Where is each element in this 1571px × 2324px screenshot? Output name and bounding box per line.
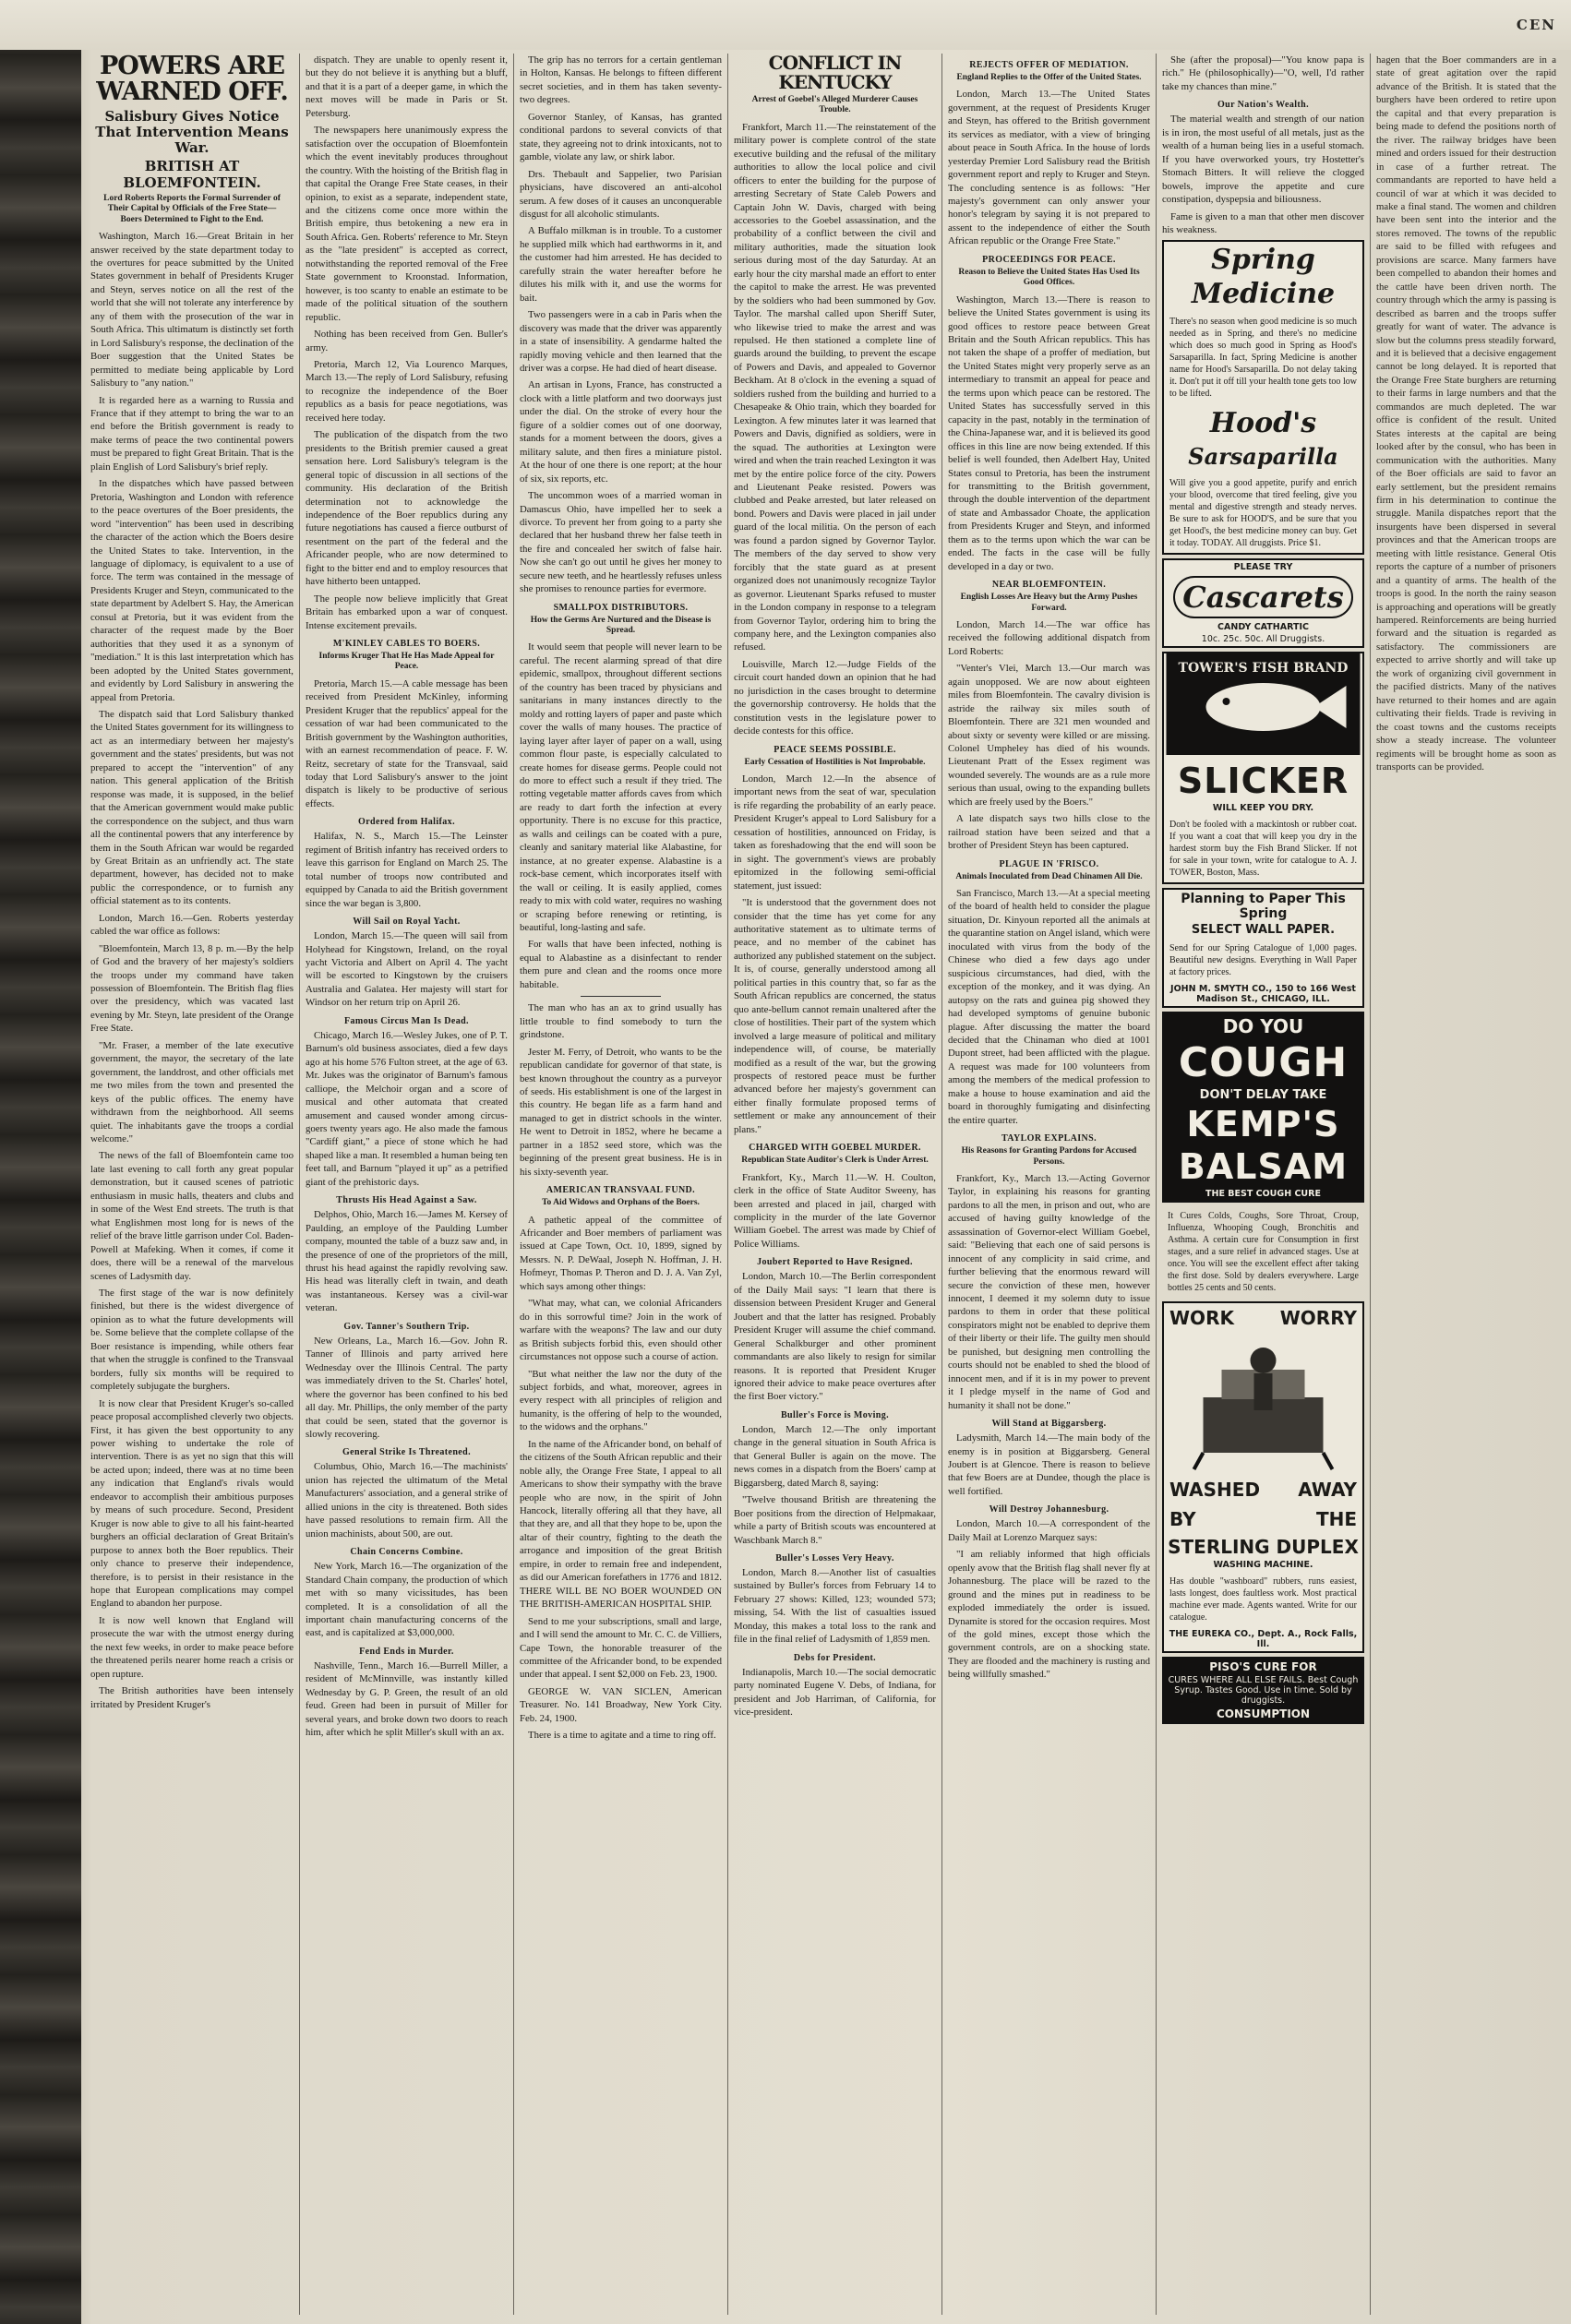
paragraph: Washington, March 16.—Great Britain in her answer received by the state department today to the overtures for peace submitted by the United States government in behalf of Presidents Kruger and Steyn, serves notice on all the rest of the world that she will not tolerate any interference by any of them with the prosecution of the war in South Africa. This ultimatum is distinctly set forth in Lord Salisbury's response, the declination of the Boer suggestion that the United States be permitted to mediate being applicable by Lord Salisbury to "any nation." xyxy=(90,231,294,389)
ad-balsam: BALSAM xyxy=(1178,1146,1349,1188)
ad-consumption: CONSUMPTION xyxy=(1216,1707,1311,1721)
paragraph: Halifax, N. S., March 15.—The Leinster regiment of British infantry has received orders to leave this garrison for England on March 25. The total number of troops now contributed and equipped by Canada to aid the British government since the war began is 3,800. xyxy=(306,831,508,909)
ad-work: WORK xyxy=(1169,1307,1234,1330)
paragraph: Columbus, Ohio, March 16.—The machinists' union has rejected the ultimatum of the Metal Manufacturers' association, and a general strike of allied unions in the city is threatened. Both sides have passed resolutions to remain firm. All the union machinists, about 500, are out. xyxy=(306,1461,508,1539)
columns xyxy=(85,54,1562,2315)
paragraph: "Bloemfontein, March 13, 8 p. m.—By the help of God and the bravery of her majesty's soldiers the troops under my command have taken possession of Bloemfontein. The British flag flies over the presidency, which was vacated last evening by Mr. Steyn, late president of the Orange Free State. xyxy=(90,942,294,1035)
deck-goebel: Arrest of Goebel's Alleged Murderer Causes Trouble. xyxy=(751,95,918,115)
ad-sarsaparilla: Sarsaparilla xyxy=(1188,443,1338,471)
ad-away: AWAY xyxy=(1298,1479,1357,1502)
hoods-sarsaparilla-ad xyxy=(1162,240,1364,555)
paragraph: London, March 13.—The United States government, at the request of Presidents Kruger and Steyn, has offered to the British government its services as mediator, with a view of bringing about peace in South Africa. In the house of lords yesterday Premier Lord Salisbury read the British government report and reply to Kruger and Steyn. The concluding sentence is as follows: "Her majesty's government can only answer your honor's telegram by saying it is not prepared to assent to the independence of either the South African republic or the Orange Free State." xyxy=(948,89,1150,247)
paragraph: The newspapers here unanimously express the satisfaction over the occupation of Bloemfontein which the event inevitably produces throughout the country. With the hoisting of the British flag in that capital the Orange Free State ceases, in their opinion, to exist as a separate, independent state, and the citizens come once more within the British empire, thus betokening a new era in South Africa. Gen. Roberts' reference to Mr. Steyn as the "late president" is accepted as correct, notwithstanding the reported removal of the Free State government to Kroonstad. Information, however, is too scanty to enable an estimate to be made of the political situation of the southern republic. xyxy=(306,125,508,323)
section-deck: Early Cessation of Hostilities is Not Improbable. xyxy=(744,757,926,767)
paragraph: The grip has no terrors for a certain gentleman in Holton, Kansas. He belongs to fifteen different secret societies, and in them has taken seventy-two degrees. xyxy=(520,54,722,106)
section-deck: To Aid Widows and Orphans of the Boers. xyxy=(542,1198,700,1208)
section-heading: Our Nation's Wealth. xyxy=(1217,100,1310,111)
section-heading: Fend Ends in Murder. xyxy=(359,1646,454,1657)
ad-best-cough-cure: THE BEST COUGH CURE xyxy=(1205,1189,1321,1200)
column-7-partial xyxy=(1370,54,1562,2315)
paragraph: "Venter's Vlei, March 13.—Our march was again unopposed. We are now about eighteen miles from Bloemfontein. The cavalry division is astride the railway six miles south of Bloemfontein. There are 321 men wounded and about sixty or seventy were killed or are missing. Colonel Umpheley has died of his wounds. Lieutenant Pratt of the Essex regiment was wounded severely. The wounds are as a rule more serious than usual, owing to the expanding bullets which are freely used by the Boers." xyxy=(948,663,1150,808)
paragraph: "But what neither the law nor the duty of the subject forbids, and what, moreover, agrees in every respect with all principles of religion and humanity, is the offering of help to the wounded, to the widows and the orphans." xyxy=(520,1368,722,1433)
paragraph: London, March 12.—In the absence of important news from the seat of war, speculation is rife regarding the probability of an early peace. President Kruger's appeal to Lord Salisbury for a cessation of hostilities, announced on Friday, is taken as foreshadowing that the end will soon be in sight. The government's views are probably epitomized in the following semi-official statement, just issued: xyxy=(734,773,936,892)
deck-roberts: Lord Roberts Reports the Formal Surrender of Their Capital by Officials of the Free State—Boers Determined to Fight to the End. xyxy=(103,193,281,224)
column-3 xyxy=(513,54,727,2315)
section-deck: Reason to Believe the United States Has Used Its Good Offices. xyxy=(958,267,1140,288)
paragraph: Frankfort, Ky., March 11.—W. H. Coulton, clerk in the office of State Auditor Sweeny, has been arrested and placed in jail, charged with complicity in the murder of the late Governor William Goebel. The arrest was made by Chief of Police Williams. xyxy=(734,1171,936,1250)
paragraph: Washington, March 13.—There is reason to believe the United States government is using its good offices to restore peace between Great Britain and the South African republics. This has not taken the shape of a proffer of mediation, but the United States might very properly serve as an intermediary to transmit an appeal for peace and the terms upon which peace can be restored. The United States has successfully served in this capacity in the past, notably in the termination of the China-Japanese war, and it is believed its good offices in this line are now being extended. If this belief is well founded, then Adelbert Hay, United States consul to Pretoria, has been the instrument for transmitting to the British government, through the double intervention of the department of state and Ambassador Choate, the application from Presidents Kruger and Steyn, and informed them as to the terms upon which the war can be ended. The facts in the case will be fully developed in a day or two. xyxy=(948,293,1150,572)
column-5 xyxy=(941,54,1156,2315)
cut-off-column-text: hagen that the Boer commanders are in a state of great agitation over the rapid advance of the British. It is stated that the burghers have been ordered to retire upon the capital and that every preparation is being made to defend the positions north of the river. The railway bridges have been mined and orders issued for their destruction in case of a further retreat. The commandants are reported to have held a council of war at which it was decided to make a final stand. The women and children have been sent into the interior and the stores removed. The towns of the republic are said to be filled with refugees and provisions are scarce. Many farmers have been compelled to abandon their homes and the cattle have been driven north. The country through which the army is passing is described as barren and the troops suffer greatly for want of water. The advance is slow but the columns press steadily forward, and it is believed that a decisive engagement cannot be long delayed. It is reported that the Orange Free State burghers are returning to their farms in large numbers and that the commandos are much depleted. The war office is confident of the result. United States interests at the capital are being looked after by the consul, who has been in communication with the authorities. Many of the Boer officials are said to favor an early settlement, but the president remains firm in his determination to continue the struggle. Manila dispatches report that the insurgents have been dispersed in several provinces and that the American troops are meeting with little resistance. General Otis reports the capture of a number of prisoners and a quantity of arms. The health of the troops is good. In the north the rainy season is approaching and operations will be greatly hampered. Reinforcements are being hurried forward and the situation is regarded as satisfactory. The commissioners are expected to arrive shortly and will take up the work of organizing civil government in the pacified districts. Many of the natives have returned to their homes and are again cultivating their fields. Trade is reviving in the coast towns and the customs receipts show a steady increase. The volunteer regiments will be brought home as soon as transports can be provided. xyxy=(1376,54,1556,773)
paragraph: London, March 8.—Another list of casualties sustained by Buller's forces from February 14 to February 27 shows: Killed, 123; wounded 573; missing, 54. With the list of casualties issued Monday, this makes a total loss to the rank and file in the final relief of Ladysmith of 1,859 men. xyxy=(734,1566,936,1646)
section-heading: Chain Concerns Combine. xyxy=(350,1547,463,1558)
ad-dont-delay: DON'T DELAY TAKE xyxy=(1199,1088,1327,1103)
column-6-ads xyxy=(1156,54,1370,2315)
section-heading: Joubert Reported to Have Resigned. xyxy=(757,1257,913,1268)
masthead-fragment: CEN xyxy=(1516,17,1556,33)
ad-kemps: KEMP'S xyxy=(1186,1104,1340,1145)
paragraph: Governor Stanley, of Kansas, has granted conditional pardons to several convicts of that state, they agreeing not to drink intoxicants, not to gamble, violate any law, or shirk labor. xyxy=(520,111,722,163)
ad-smyth-address: JOHN M. SMYTH CO., 150 to 166 West Madison St., CHICAGO, ILL. xyxy=(1170,984,1356,1005)
paragraph: "It is understood that the government does not consider that the time has yet come for any authoritative statement as to ultimate terms of peace, and no member of the cabinet has authorized any published statement on the subject. It is, of course, generally understood among all political parties in this country that, so far as the South African republics are concerned, the status quo ante-bellum cannot remain unaltered after the close of hostilities. Their part of the system which involved a large measure of political and military independence will, of course, be materially modified as a result of the war, but the growing prospects of restored peace must be further advanced before her majesty's government can either finally formulate proposed terms of settlement or make any announcement of their plans." xyxy=(734,897,936,1135)
paragraph: Indianapolis, March 10.—The social democratic party nominated Eugene V. Debs, of Indiana, for president and Job Harriman, of California, for vice-president. xyxy=(734,1666,936,1719)
paragraph: The people now believe implicitly that Great Britain has embarked upon a war of conquest. Intense excitement prevails. xyxy=(306,593,508,631)
ad-spring: Spring xyxy=(1211,244,1315,277)
paragraph: In the dispatches which have passed between Pretoria, Washington and London with reference to the peace overtures of the Boer presidents, the word "intervention" has been used in describing the character of the action which the Boers desire the United States to take. Intervention, in the language of diplomacy, is equivalent to a use of force. The term was contained in the message of Presidents Kruger and Steyn, communicated to the state department by Adelbert S. Hay, the American consul at Pretoria, but it was evident from the character of the request made by the Boer authorities that they used it as a synonym of "mediation." It is this last interpretation which has been adopted by the United States government, and evidently by Lord Salisbury in answering the appeal from Pretoria. xyxy=(90,478,294,703)
section-heading: M'KINLEY CABLES TO BOERS. xyxy=(332,639,481,650)
section-heading: Will Stand at Biggarsberg. xyxy=(991,1419,1107,1430)
paragraph: London, March 12.—The only important change in the general situation in South Africa is that General Buller is again on the move. The news comes in a dispatch from the Boers' camp at Biggarsberg, dated March 8, saying: xyxy=(734,1423,936,1489)
paragraph: Chicago, March 16.—Wesley Jukes, one of P. T. Barnum's old business associates, died a few days ago at his home 576 Fulton street, at the age of 63. Mr. Jukes was the originator of Barnum's famous calliope, the Melchoir organ and a score of musical and other automata that created amusement and caused wonder among circus-goers twenty years ago. He also made the famous "Cardiff giant," a piece of stone which he had shaped like a man. It resembled a human being ten feet tall, and Barnum "played it up" as a petrified giant of the prehistoric days. xyxy=(306,1029,508,1188)
paragraph: The dispatch said that Lord Salisbury thanked the United States government for its willingness to act as an intermediary between her majesty's government and the states' presidents, but was not prepared to accept the "intervention" of any nation. This general application of the British response was made, it is supposed, in the belief that the American government would make public the correspondence on the subject, and thus warn all the continental powers that any interference by them in the South African war would be regarded by Great Britain as an unfriendly act. The state department, however, has decided not to make public the correspondence, or to furnish any official statement as to its contents. xyxy=(90,708,294,907)
paragraph: Frankfort, Ky., March 13.—Acting Governor Taylor, in explaining his reasons for granting pardons to all the men, in prison and out, who are accused of having guilty knowledge of the assassination of Governor-elect William Goebel, said: "Believing that each one of said persons is innocent of any complicity in said crime, and further believing that the enormous reward will secure the conviction of these men, however innocent, I deemed it my solemn duty to issue pardons to them in order that these political conspirators might not be enabled to deprive them of their liberty or their life. The guilty men should be punished, but designing men controlling the courts should not be enabled to shed the blood of innocent men, and if it is in my power to prevent it I pledge myself in the name of God and humanity it shall not be done." xyxy=(948,1172,1150,1411)
paragraph: The uncommon woes of a married woman in Damascus Ohio, have impelled her to seek a divorce. To prevent her from going to a party she declared that her husband threw her false teeth in the fire and concealed her switch of false hair. Now she can't go out until he gives her money to secure new teeth, and he heartlessly refuses unless she promises to renounce parties for evermore. xyxy=(520,490,722,595)
signature: GEORGE W. VAN SICLEN, American Treasurer. No. 141 Broadway, New York City. Feb. 24, 1900. xyxy=(520,1685,722,1724)
paragraph: Ladysmith, March 14.—The main body of the enemy is in position at Biggarsberg. General Joubert is at Glencoe. There is reason to believe that few Boers are at Dundee, though the place is well fortified. xyxy=(948,1432,1150,1497)
ad-cough: COUGH xyxy=(1178,1039,1349,1087)
paragraph: There is a time to agitate and a time to ring off. xyxy=(528,1730,716,1742)
ad-slicker: SLICKER xyxy=(1177,761,1349,802)
paragraph: London, March 15.—The queen will sail from Holyhead for Kingstown, Ireland, on the royal yacht Victoria and Albert on April 4. The yacht will be escorted to Kingstown by the cruisers Australia and Galatea. Her majesty will start for Windsor on her return trip on April 26. xyxy=(306,930,508,1009)
paragraph: The first stage of the war is now definitely finished, but there is the widest divergence of opinion as to what the future developments will be. Some believe that the complete collapse of the Boer resistance is impending, while others fear that when the struggle is confined to the Transvaal borders, fully six months will be required to completely subjugate the burghers. xyxy=(90,1288,294,1393)
paragraph: "What may, what can, we colonial Africanders do in this sorrowful time? Join in the work of warfare with the weapons? The law and our duty as British subjects forbid this, even should other circumstances not oppose such a course of action. xyxy=(520,1298,722,1363)
column-4 xyxy=(727,54,941,2315)
ad-keep-dry: WILL KEEP YOU DRY. xyxy=(1212,803,1314,814)
section-heading: Gov. Tanner's Southern Trip. xyxy=(343,1321,470,1332)
paragraph: Nashville, Tenn., March 16.—Burrell Miller, a resident of McMinnville, was instantly killed Wednesday by G. P. Green, the result of an old feud. Green had been in pursuit of Miller for several years, and broke down two doors to reach him, after which he split Miller's skull with an ax. xyxy=(306,1659,508,1739)
section-deck: English Losses Are Heavy but the Army Pushes Forward. xyxy=(960,593,1138,613)
towers-slicker-ad xyxy=(1162,652,1364,884)
headline-conflict-kentucky: CONFLICT IN KENTUCKY xyxy=(768,54,902,93)
paragraph: The British authorities have been intensely irritated by President Kruger's xyxy=(90,1685,294,1710)
paragraph: "Twelve thousand British are threatening the Boer positions from the direction of Helpmakaar, while a party of British scouts was encountered at Waschbank March 8." xyxy=(734,1494,936,1546)
sterling-duplex-ad xyxy=(1162,1301,1364,1653)
paragraph: Nothing has been received from Gen. Buller's army. xyxy=(306,329,508,353)
ad-copy: Send for our Spring Catalogue of 1,000 pages. Beautiful new designs. Everything in Wall Paper at factory prices. xyxy=(1169,943,1357,978)
ad-pisos-copy: CURES WHERE ALL ELSE FAILS. Best Cough Syrup. Tastes Good. Use in time. Sold by druggists. xyxy=(1168,1675,1359,1707)
ad-pisos-cure: PISO'S CURE FOR xyxy=(1209,1660,1317,1674)
paragraph: London, March 14.—The war office has received the following additional dispatch from Lord Roberts: xyxy=(948,618,1150,657)
section-deck: His Reasons for Granting Pardons for Accused Persons. xyxy=(961,1146,1137,1167)
ad-prices: 10c. 25c. 50c. All Druggists. xyxy=(1201,634,1325,645)
ad-copy: It Cures Colds, Coughs, Sore Throat, Croup, Influenza, Whooping Cough, Bronchitis and Asthma. A certain cure for Consumption in first stages, and a sure relief in advanced stages. Use at once. You will see the excellent effect after taking the first dose. Sold by dealers everywhere. Large bottles 25 cents and 50 cents. xyxy=(1168,1211,1359,1294)
section-deck: Animals Inoculated from Dead Chinamen All Die. xyxy=(955,871,1143,881)
subhead-bloemfontein: BRITISH AT BLOEMFONTEIN. xyxy=(123,158,261,191)
paragraph: A pathetic appeal of the committee of Africander and Boer members of parliament was issued at Cape Town, Oct. 10, 1899, signed by Messrs. N. P. DeWaal, Joseph N. Hoffman, J. H. Hofmeyr, Thomas P. Theron and D. J. A. Van Zyl, which says among other things: xyxy=(520,1214,722,1292)
cascarets-ad xyxy=(1162,558,1364,648)
section-heading: CHARGED WITH GOEBEL MURDER. xyxy=(749,1143,921,1154)
divider xyxy=(581,996,662,997)
paragraph: The publication of the dispatch from the two presidents to the British premier caused a great sensation here. Lord Salisbury's telegram is the general topic of discussion in all sections of the community. His declaration of the British determination not to acknowledge the independence of the Boer republics during any future negotiations has caused a fierce outburst of resentment on the part of the federal and the Africander people, who are now determined to fight to the bitter end and to employ resources that have hitherto been untapped. xyxy=(306,429,508,588)
section-heading: SMALLPOX DISTRIBUTORS. xyxy=(553,602,689,613)
section-heading: TAYLOR EXPLAINS. xyxy=(1001,1133,1097,1144)
paragraph: Pretoria, March 15.—A cable message has been received from President McKinley, informing President Kruger that the republics' appeal for the cessation of war had been communicated to the British government by the Washington authorities, with an earnest recommendation of peace. F. W. Reitz, secretary of state for the Transvaal, said today that Lord Salisbury's answer to the joint dispatch is likely to be productive of serious effects. xyxy=(306,677,508,809)
section-deck: Informs Kruger That He Has Made Appeal for Peace. xyxy=(318,652,495,672)
section-heading: Debs for President. xyxy=(793,1652,877,1663)
pisos-cure-ad xyxy=(1162,1657,1364,1724)
paragraph: For walls that have been infected, nothing is equal to Alabastine as a disinfectant to render them pure and clean and the rooms once more habitable. xyxy=(520,939,722,990)
ad-select-wall-paper: SELECT WALL PAPER. xyxy=(1191,923,1336,938)
subhead-salisbury: Salisbury Gives Notice That Intervention Means War. xyxy=(95,107,289,157)
section-heading: PEACE SEEMS POSSIBLE. xyxy=(774,744,896,755)
paragraph: Fame is given to a man that other men discover his weakness. xyxy=(1162,210,1364,235)
paragraph: It is now well known that England will prosecute the war with the utmost energy during the next few weeks, in order to make peace before the threatened perils nearer home reach a crisis or open rupture. xyxy=(90,1614,294,1680)
section-heading: Buller's Losses Very Heavy. xyxy=(775,1552,894,1563)
ad-copy: Has double "washboard" rubbers, runs easiest, lasts longest, does faultless work. Most practical machine ever made. Agents wanted. Write for our catalogue. xyxy=(1169,1576,1357,1623)
paragraph: It is now clear that President Kruger's so-called peace proposal accomplished cleverly two objects. First, it has given the best opportunity to any power wishing to undertake the role of intervention. There is as yet no sign that this will be acted upon; indeed, there was at no time been any indication that England's rivals would endeavor to accomplish their ambitious purposes by means of such procedure. Second, President Kruger is now able to give to all his faint-hearted burghers an official declaration of Great Britain's purpose to annex both the Boer republics. Their only chance to preserve their independence, therefore, is to persist in their resistance in the hope that European complications may compel England to abandon her purpose. xyxy=(90,1397,294,1610)
paragraph: Jester M. Ferry, of Detroit, who wants to be the republican candidate for governor of that state, is best known throughout the country as a purveyor of seeds. His establishment is one of the largest in this country. He began life as a farm hand and managed to get in district schools in the winter. He went to Detroit in 1852, where he became a partner in a 1852 seed store, which was the beginning of the present great business. He is in his sixty-seventh year. xyxy=(520,1046,722,1178)
paragraph: A late dispatch says two hills close to the railroad station have been seized and that a brother of President Steyn has been captured. xyxy=(948,813,1150,852)
ad-by: BY xyxy=(1169,1508,1196,1531)
paragraph: New Orleans, La., March 16.—Gov. John R. Tanner of Illinois and party arrived here Wednesday over the Illinois Central. The party was immediately driven to the St. Charles' hotel, where the governor has been confined to his bed all day. Mr. Phillips, the only member of the party that could be seen, stated that the governor is slowly recovering. xyxy=(306,1335,508,1441)
paragraph: Two passengers were in a cab in Paris when the discovery was made that the driver was apparently in a state of insensibility. A gendarme halted the rapidly moving vehicle and then learned that the driver was a corpse. He had died of heart disease. xyxy=(520,309,722,374)
paragraph: The news of the fall of Bloemfontein came too late last evening to call forth any great popular demonstration, but it caused scenes of patriotic enthusiasm in music halls, theaters and clubs and in some of the West End streets. The truth is that what Englishmen most long for is news of the relief of the brave little garrison under Col. Baden-Powell at Mafeking. When it comes, if come it does, there will be a renewal of the marvelous scenes of Ladysmith day. xyxy=(90,1150,294,1282)
section-heading: AMERICAN TRANSVAAL FUND. xyxy=(546,1185,696,1196)
section-heading: PROCEEDINGS FOR PEACE. xyxy=(982,254,1116,265)
headline-powers-warned: POWERS ARE WARNED OFF. xyxy=(96,54,288,107)
paragraph: A Buffalo milkman is in trouble. To a customer he supplied milk which had earthworms in it, and the customer had him arrested. He has decided to carefully strain the water hereafter before he dilutes his milk with it, and use the worms for bait. xyxy=(520,225,722,304)
paragraph: She (after the proposal)—"You know papa is rich." He (philosophically)—"O, well, I'd rather take my chances than mine." xyxy=(1162,54,1364,92)
paragraph: "I am reliably informed that high officials openly avow that the British flag shall never fly at Johannesburg. The place will be razed to the ground and the mines put in readiness to be exploded immediately the order is issued. Dynamite is stored for the occasion requires. Most of the gold mines, except those which the government controls, are on a shocking state. They are flooded and the machinery is rusting and being willfully smashed." xyxy=(948,1549,1150,1681)
ad-copy: Will give you a good appetite, purify and enrich your blood, overcome that tired feeling, give you mental and digestive strength and steady nerves. Be sure to ask for HOOD'S, and be sure that you get Hood's, the best medicine money can buy. Get it today. TODAY. All druggists. Price $1. xyxy=(1169,478,1357,549)
ad-do-you: DO YOU xyxy=(1222,1015,1304,1038)
ad-medicine: Medicine xyxy=(1191,278,1336,311)
paragraph: Pretoria, March 12, Via Lourenco Marques, March 13.—The reply of Lord Salisbury, refusing to recognize the independence of the Boer republics as a basis for peace negotiations, was received here today. xyxy=(306,358,508,424)
paragraph: The material wealth and strength of our nation is in iron, the most useful of all metals, just as the wealth of a human being lies in a useful stomach. If you have overworked yours, try Hostetter's Stomach Bitters. It will relieve the clogged bowels, improve the appetite and cure constipation, dyspepsia and biliousness. xyxy=(1162,114,1364,206)
column-2 xyxy=(299,54,513,2315)
column-1 xyxy=(85,54,299,2315)
torn-left-edge xyxy=(0,0,81,2324)
paragraph: Drs. Thebault and Sappelier, two Parisian physicians, have discovered an anti-alcohol serum. A few doses of it causes an unconquerable disgust for all alcoholic stimulants. xyxy=(520,168,722,220)
paragraph: Frankfort, March 11.—The reinstatement of the military power is complete control of the state executive building and the refusal of the military authorities to allow the local police and civil officers to enter the building for the purpose of arresting Secretary of State Caleb Powers and Captain John W. Davis, charged with being accessories to the Goebel assassination, and the probability of a conflict between the civil and military authorities, made the situation look serious during most of the day Saturday. At an early hour the city marshal made an effort to enter the capitol to make the arrest. He was prevented by the soldiers who had been summoned by Gov. Taylor. The marshal called upon Sheriff Suter, who likewise tried to make the arrest and was repulsed. He then stationed a complete line of guards around the building, to prevent the escape of Powers and Davis, and appealed to Governor Beckham. At 8 o'clock in the evening a squad of soldiers rushed from the building and hurried to a Chesapeake & Ohio train, which they boarded for Lexington. A few minutes later it was learned that Powers and Davis, dignified as soldiers, were in the squad. The authorities at Lexington were wired and when the train reached Lexington it was met by the entire police force of the city. Powers and Lieutenant Peake resisted. Powers was clubbed and Peake arrested, but later released on bond. Powers and Davis were placed in jail under guard of the local militia. On the person of each was found a pardon signed by Governor Taylor. The members of the day served to show very forcibly that the state guard as at present organized does not unanimously recognize Taylor as governor. Lieutenant Sparks refused to muster in the London company in response to a telegram from Governor Taylor, ordering him to bring the company here, and the Lexington companies also refused. xyxy=(734,121,936,653)
paragraph: Louisville, March 12.—Judge Fields of the circuit court handed down an opinion that he had no jurisdiction in the cases brought to determine the governorship controversy. He holds that the constitution vests in the legislature power to decide contests for this office. xyxy=(734,658,936,737)
ad-towers-brand: TOWER'S FISH BRAND xyxy=(1178,661,1349,677)
ad-copy: Don't be fooled with a mackintosh or rubber coat. If you want a coat that will keep you dry in the hardest storm buy the Fish Brand Slicker. If not for sale in your town, write for catalogue to A. J. TOWER, Boston, Mass. xyxy=(1169,820,1357,879)
paragraph: Delphos, Ohio, March 16.—James M. Kersey of Paulding, an employe of the Paulding Lumber company, mounted the table of a buzz saw and, in the presence of one of the proprietors of the mill, thrust his head against the rapidly revolving saw. His head was literally cleft in twain, and death was instantaneous. Kersey was a civil-war veteran. xyxy=(306,1209,508,1314)
paragraph: "Mr. Fraser, a member of the late executive government, the mayor, the secretary of the late government, the landdrost, and other officials met me two miles from the town and presented the keys of the public offices. The enemy have withdrawn from the neighborhood. All seems quiet. The inhabitants gave the troops a cordial welcome." xyxy=(90,1039,294,1145)
ad-hoods: Hood's xyxy=(1209,407,1317,440)
section-heading: Buller's Force is Moving. xyxy=(780,1409,890,1420)
top-margin xyxy=(0,0,1571,50)
paragraph: It is regarded here as a warning to Russia and France that if they attempt to bring the war to an end before the British government is ready to make terms of peace the two continental powers must be prepared to fight Great Britain. That is the plain English of Lord Salisbury's brief reply. xyxy=(90,394,294,473)
section-heading: NEAR BLOEMFONTEIN. xyxy=(991,580,1107,591)
paragraph: In the name of the Africander bond, on behalf of the citizens of the South African republic and their noble ally, the Orange Free State, I appeal to all Americans to show their sympathy with the brave people who are now, in the spirit of John Hancock, literally offering all that they have, all that they are, and all that they hope to be, upon the altar of their country, fighting to the death the arrogance and imposition of the great British empire, in order to remain free and independent, as did our American forefathers in 1776 and 1812. THERE WILL BE NO BOER WOUNDED ON THE BRITISH-AMERICAN HOSPITAL SHIP. xyxy=(520,1438,722,1611)
washing-machine-icon xyxy=(1164,1333,1362,1471)
section-heading: Ordered from Halifax. xyxy=(358,817,455,828)
paragraph: Send to me your subscriptions, small and large, and I will send the amount to Mr. C. C. de Villiers, Cape Town, the honorable treasurer of the committee of the Africander bond, to be expended under that appeal. I sent $2,000 on Feb. 23, 1900. xyxy=(520,1615,722,1681)
section-deck: England Replies to the Offer of the United States. xyxy=(956,73,1142,82)
paragraph: New York, March 16.—The organization of the Standard Chain company, the production of which met with so many vicissitudes, has been completed. It is a consolidation of all the important chain manufacturing concerns of the east, and is capitalized at $3,000,000. xyxy=(306,1561,508,1639)
paragraph: The man who has an ax to grind usually has little trouble to find somebody to turn the grindstone. xyxy=(520,1002,722,1041)
section-heading: Famous Circus Man Is Dead. xyxy=(344,1015,469,1026)
ad-worry: WORRY xyxy=(1279,1307,1357,1330)
fish-brand-icon xyxy=(1164,653,1362,755)
section-heading: Thrusts His Head Against a Saw. xyxy=(336,1195,477,1206)
ad-washed: WASHED xyxy=(1169,1479,1261,1502)
paragraph: It would seem that people will never learn to be careful. The recent alarming spread of that dire epidemic, smallpox, throughout different sections of the country has been traced by physicians and sanitarians in many instances directly to the moldy and rotting layers of paper and paste which cover the walls of many houses. The practice of laying layer after layer of paper on a wall, using common flour paste, is especially calculated to create homes for disease germs. People could not do more to effect such a result if they tried. The rotting vegetable matter affords caves from which are ready to dart forth the infection at every opportunity. There is no excuse for this practice, as walls and ceilings can be coated with a pure, cleanly and sanitary material like Alabastine, for instance, at no greater expense. Alabastine is a rock-base cement, which incorporates itself with the wall or ceiling. It is easily applied, comes ready to mix with cold water, requires no washing or scraping before renewing or retinting, is beautiful, long-lasting and safe. xyxy=(520,641,722,933)
paragraph: London, March 10.—A correspondent of the Daily Mail at Lorenzo Marquez says: xyxy=(948,1518,1150,1543)
ad-eureka-address: THE EUREKA CO., Dept. A., Rock Falls, Ill. xyxy=(1169,1629,1358,1650)
section-deck: How the Germs Are Nurtured and the Disease is Spread. xyxy=(530,615,712,636)
kemps-balsam-ad xyxy=(1162,1012,1364,1203)
ad-sterling-duplex: STERLING DUPLEX xyxy=(1168,1536,1359,1559)
ad-copy: There's no season when good medicine is so much needed as in Spring, and there's no medicine which does so much good in Spring as Hood's Sarsaparilla. In fact, Spring Medicine is another name for Hood's Sarsaparilla. Do not delay taking it. Don't put it off till your health tone gets too low to be lifted. xyxy=(1169,317,1357,400)
ad-cascarets: Cascarets xyxy=(1173,576,1353,618)
paragraph: An artisan in Lyons, France, has constructed a clock with a little platform and two doorways just under the dial. On the stroke of every hour the figure of a soldier comes out of one doorway, stands for a moment between the doors, gives a military salute, and then fires a miniature pistol. At the hour of one there is one report; at the hour of six, six reports, etc. xyxy=(520,379,722,485)
ad-washing-machine: WASHING MACHINE. xyxy=(1213,1560,1313,1571)
section-heading: PLAGUE IN 'FRISCO. xyxy=(999,858,1099,869)
section-heading: Will Sail on Royal Yacht. xyxy=(353,916,461,928)
ad-please-try: PLEASE TRY xyxy=(1233,562,1293,573)
section-deck: Republican State Auditor's Clerk is Under Arrest. xyxy=(741,1156,929,1166)
section-heading: General Strike Is Threatened. xyxy=(342,1447,471,1458)
ad-candy-cathartic: CANDY CATHARTIC xyxy=(1217,622,1309,633)
wall-paper-ad xyxy=(1162,888,1364,1008)
ad-the: THE xyxy=(1315,1508,1357,1531)
paragraph: London, March 10.—The Berlin correspondent of the Daily Mail says: "I learn that there is dissension between President Kruger and General Joubert and that the latter has resigned. Probably President Kruger will assume the chief command. General Schalkburger and other prominent commandants are also likely to resign for similar reasons. It is reported that President Kruger ignored their advice to make peace overtures after the first Boer victory." xyxy=(734,1271,936,1403)
section-heading: Will Destroy Johannesburg. xyxy=(989,1504,1109,1515)
paragraph: London, March 16.—Gen. Roberts yesterday cabled the war office as follows: xyxy=(90,912,294,938)
paragraph: San Francisco, March 13.—At a special meeting of the board of health held to consider the plague situation, Dr. Kinyoun reported all the animals at the quarantine station on Angel island, which were inoculated with virus from the body of the Chinese who died a few days ago under suspicious circumstances, had died, with the exception of the monkey, and it was dying. An autopsy on the rats and guinea pig showed they had developed symptoms of genuine bubonic plague. After discussing the matter the board decided that the Chinaman who died at 1001 Dupont street, had been afflicted with the plague. A request was made for 100 volunteers from among the members of the medical profession to make a house to house examination and aid the board in thoroughly fumigating and disinfecting the entire quarter. xyxy=(948,888,1150,1126)
section-heading: REJECTS OFFER OF MEDIATION. xyxy=(969,60,1129,70)
paragraph: dispatch. They are unable to openly resent it, but they do not believe it is anything but a bluff, and that it is a part of a deeper game, in which the next moves will be made in Paris or St. Petersburg. xyxy=(306,54,508,119)
ad-planning-paper: Planning to Paper This Spring xyxy=(1181,892,1346,922)
